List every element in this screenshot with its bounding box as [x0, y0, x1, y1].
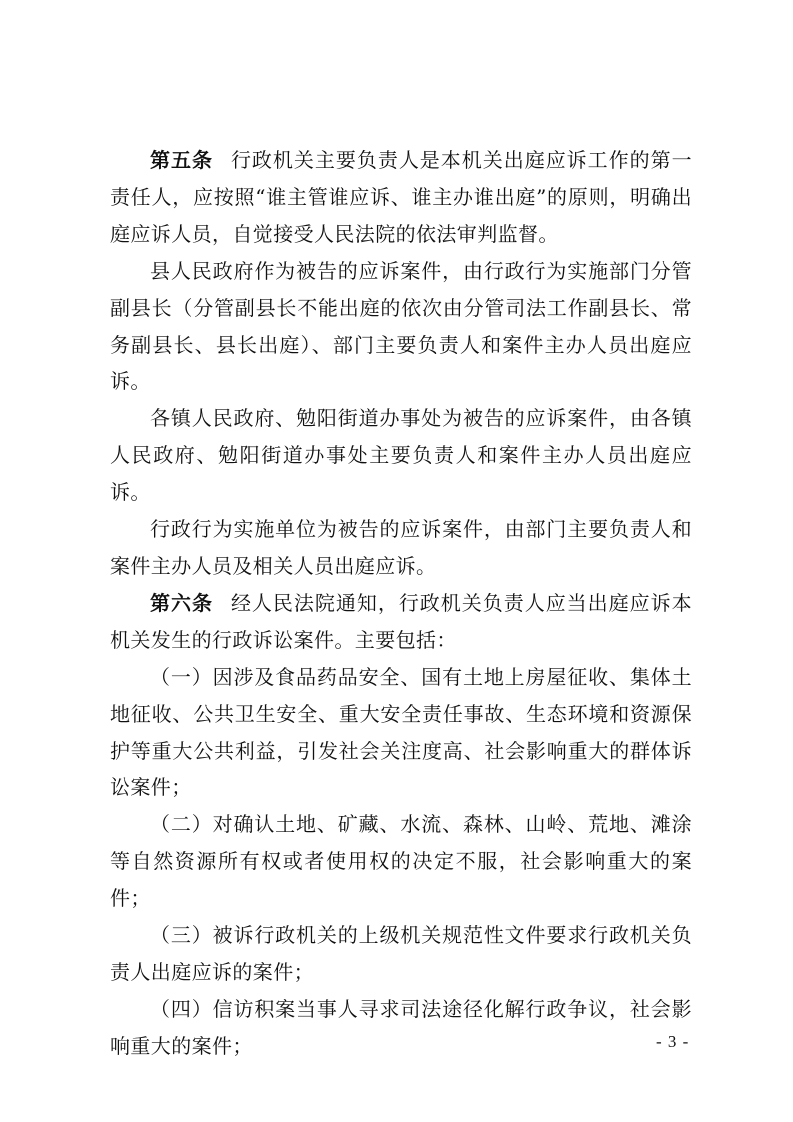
list-item-1-text: （一）因涉及食品药品安全、国有土地上房屋征收、集体土地征收、公共卫生安全、重大安全责任事故、生态环境和资源保护等重大公共利益，引发社会关注度高、社会影响重大的群体诉讼案件；: [110, 664, 692, 800]
list-item-4-text: （四）信访积案当事人寻求司法途径化解行政争议，社会影响重大的案件；: [110, 996, 692, 1058]
list-item-1: [110, 659, 692, 807]
article-6-paragraph: [110, 585, 692, 659]
list-item-2-text: （二）对确认土地、矿藏、水流、森林、山岭、荒地、滩涂等自然资源所有权或者使用权的决定不服，社会影响重大的案件；: [110, 812, 692, 911]
article-5-heading: 第五条: [150, 148, 213, 172]
article-5-paragraph: [110, 142, 692, 253]
page-number: - 3 -: [656, 1032, 690, 1051]
list-item-2: [110, 806, 692, 917]
document-body: [110, 142, 692, 1065]
county-government-text: 县人民政府作为被告的应诉案件，由行政行为实施部门分管副县长（分管副县长不能出庭的依次由分管司法工作副县长、常务副县长、县长出庭）、部门主要负责人和案件主办人员出庭应诉。: [110, 258, 692, 394]
article-5-text: 行政机关主要负责人是本机关出庭应诉工作的第一责任人，应按照“谁主管谁应诉、谁主办谁出庭”的原则，明确出庭应诉人员，自觉接受人民法院的依法审判监督。: [110, 148, 692, 246]
implementing-unit-paragraph: [110, 511, 692, 585]
township-paragraph: [110, 400, 692, 511]
township-text: 各镇人民政府、勉阳街道办事处为被告的应诉案件，由各镇人民政府、勉阳街道办事处主要负责人和案件主办人员出庭应诉。: [110, 406, 692, 505]
county-government-paragraph: [110, 253, 692, 401]
list-item-4: [110, 991, 692, 1065]
article-6-heading: 第六条: [150, 590, 213, 615]
list-item-3-text: （三）被诉行政机关的上级机关规范性文件要求行政机关负责人出庭应诉的案件；: [110, 923, 692, 984]
article-6-text: 经人民法院通知，行政机关负责人应当出庭应诉本机关发生的行政诉讼案件。主要包括：: [110, 590, 692, 652]
implementing-unit-text: 行政行为实施单位为被告的应诉案件，由部门主要负责人和案件主办人员及相关人员出庭应诉。: [110, 517, 692, 578]
list-item-3: [110, 917, 692, 991]
